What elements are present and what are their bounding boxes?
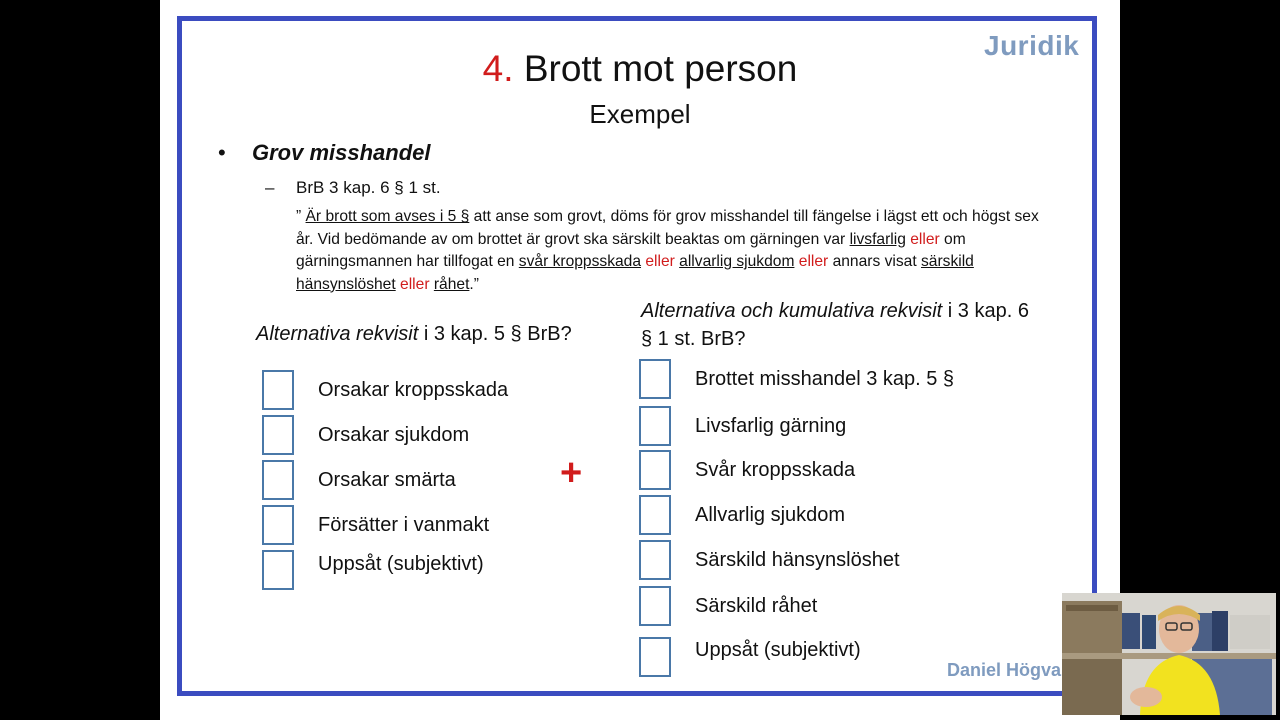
brand-logo: Juridik [984, 30, 1080, 61]
plus-icon: + [560, 452, 583, 494]
left-column-heading [256, 320, 572, 348]
right-heading-italic: Alternativa och kumulativa rekvisit [641, 300, 943, 322]
right-heading-rest: i 3 kap. 6 [942, 300, 1029, 322]
checklist-label: Uppsåt (subjektivt) [318, 553, 484, 575]
checkbox[interactable] [262, 460, 294, 500]
author-name: Daniel Högva [947, 660, 1062, 680]
slide-subtitle: Exempel [589, 99, 691, 129]
checklist-label: Orsakar sjukdom [318, 424, 470, 446]
checklist-label: Uppsåt (subjektivt) [695, 639, 861, 661]
quote-or: eller [910, 230, 940, 248]
presenter-video-icon [1062, 593, 1276, 715]
quote-underlined: allvarlig sjukdom [679, 253, 795, 270]
checkbox[interactable] [639, 586, 671, 626]
right-heading-line1 [641, 297, 1029, 325]
quote-or: eller [400, 275, 430, 293]
quote-or: eller [798, 253, 829, 270]
checkbox[interactable] [262, 415, 294, 455]
checkbox[interactable] [639, 359, 671, 399]
checkbox[interactable] [262, 505, 294, 545]
left-heading-rest: i 3 kap. 5 § BrB? [418, 323, 572, 345]
checkbox[interactable] [639, 406, 671, 446]
slide-title [180, 48, 1100, 90]
sub-item-dash: – [265, 178, 275, 197]
presenter-webcam [1062, 593, 1276, 715]
law-quote [296, 206, 1056, 296]
bullet-symbol: • [218, 140, 226, 165]
quote-text: .” [469, 275, 479, 293]
quote-text: att anse som grovt, döms för grov misshandel till fängelse i lägst ett och högst sex år. Vid bedömande av om brottet är grovt ska särskilt beaktas om gärningen var [296, 208, 1039, 248]
right-heading-line2: § 1 st. BrB? [641, 328, 746, 350]
checklist-label: Orsakar kroppsskada [318, 379, 509, 401]
checkbox[interactable] [639, 637, 671, 677]
checklist-label: Försätter i vanmakt [318, 514, 490, 536]
title-text: Brott mot person [523, 48, 798, 89]
sub-item-text: BrB 3 kap. 6 § 1 st. [296, 178, 441, 197]
checklist-label: Särskild hänsynslöshet [695, 549, 900, 571]
checklist-label: Brottet misshandel 3 kap. 5 § [695, 368, 955, 390]
right-column-heading [641, 297, 1029, 353]
checkbox[interactable] [639, 450, 671, 490]
quote-or: eller [645, 253, 675, 270]
quote-text: annars visat [828, 253, 921, 270]
checklist-label: Svår kroppsskada [695, 459, 856, 481]
sub-item [265, 178, 441, 198]
checklist-label: Orsakar smärta [318, 469, 456, 491]
quote-underlined: livsfarlig [849, 230, 906, 248]
checklist-label: Allvarlig sjukdom [695, 504, 846, 526]
checkbox[interactable] [639, 540, 671, 580]
quote-underlined: råhet [433, 275, 470, 293]
checkbox[interactable] [262, 550, 294, 590]
checkbox[interactable] [639, 495, 671, 535]
quote-underlined: Är brott som avses i 5 § [305, 208, 470, 225]
checkbox[interactable] [262, 370, 294, 410]
quote-text: ” [296, 208, 306, 225]
quote-underlined: särskild hänsynslöshet [296, 253, 974, 293]
checklist-label: Särskild råhet [695, 595, 818, 617]
quote-text: om gärningsmannen har tillfogat en [296, 230, 966, 270]
title-number: 4. [482, 48, 514, 89]
bullet-term: Grov misshandel [252, 140, 431, 165]
bullet-item [218, 140, 431, 166]
left-heading-italic: Alternativa rekvisit [256, 323, 419, 345]
quote-underlined: svår kroppsskada [518, 253, 642, 270]
checklist-label: Livsfarlig gärning [695, 415, 847, 437]
